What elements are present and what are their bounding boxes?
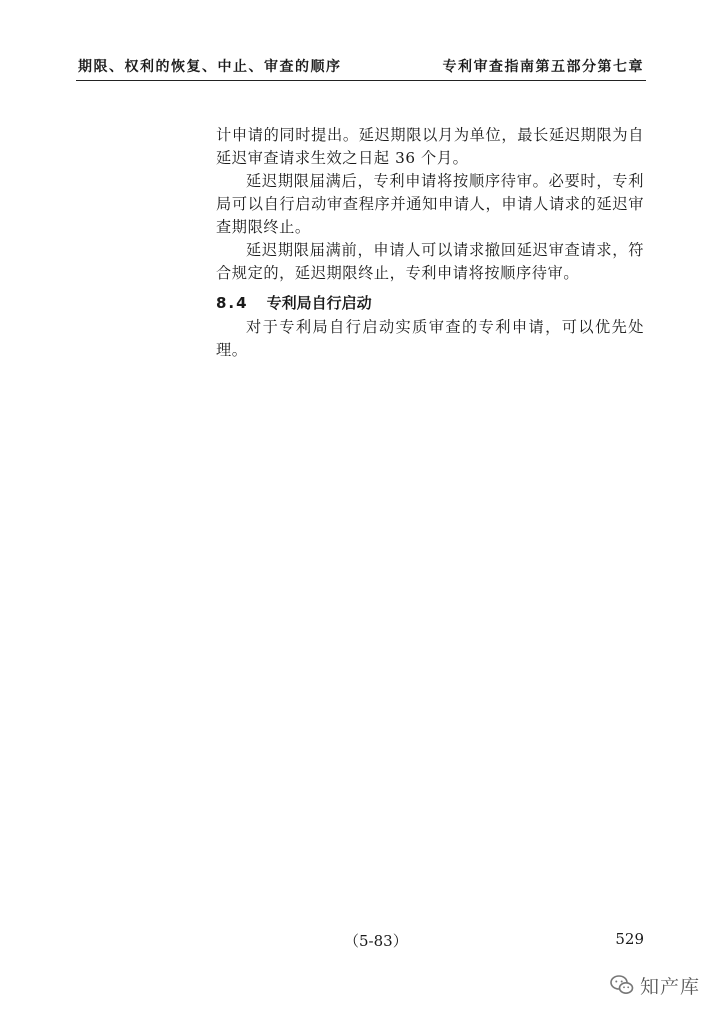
- section-number: 8.4: [216, 294, 249, 312]
- header-divider: [76, 80, 646, 81]
- paragraph: 延迟期限届满前，申请人可以请求撤回延迟审查请求，符合规定的，延迟期限终止，专利申请将按顺序待审。: [216, 241, 644, 282]
- section-body: [216, 316, 644, 362]
- chapter-title: 期限、权利的恢复、中止、审查的顺序: [78, 59, 342, 75]
- wechat-icon: [610, 974, 634, 996]
- body-text: [216, 124, 644, 285]
- section-heading: [216, 292, 372, 313]
- section-title: 专利局自行启动: [266, 294, 372, 312]
- page-subnumber: （5-83）: [344, 932, 408, 950]
- paragraph: 对于专利局自行启动实质审查的专利申请，可以优先处理。: [216, 318, 644, 359]
- running-header: [78, 56, 644, 80]
- paragraph: 延迟期限届满后，专利申请将按顺序待审。必要时，专利局可以自行启动审查程序并通知申请人，申请人请求的延迟审查期限终止。: [216, 172, 644, 236]
- watermark-text: 知产库: [639, 975, 700, 998]
- watermark: [610, 972, 700, 998]
- page-number: 529: [615, 930, 644, 948]
- paragraph: 计申请的同时提出。延迟期限以月为单位，最长延迟期限为自延迟审查请求生效之日起 36 个月。: [216, 126, 644, 167]
- guide-part-title: 专利审查指南第五部分第七章: [442, 59, 644, 75]
